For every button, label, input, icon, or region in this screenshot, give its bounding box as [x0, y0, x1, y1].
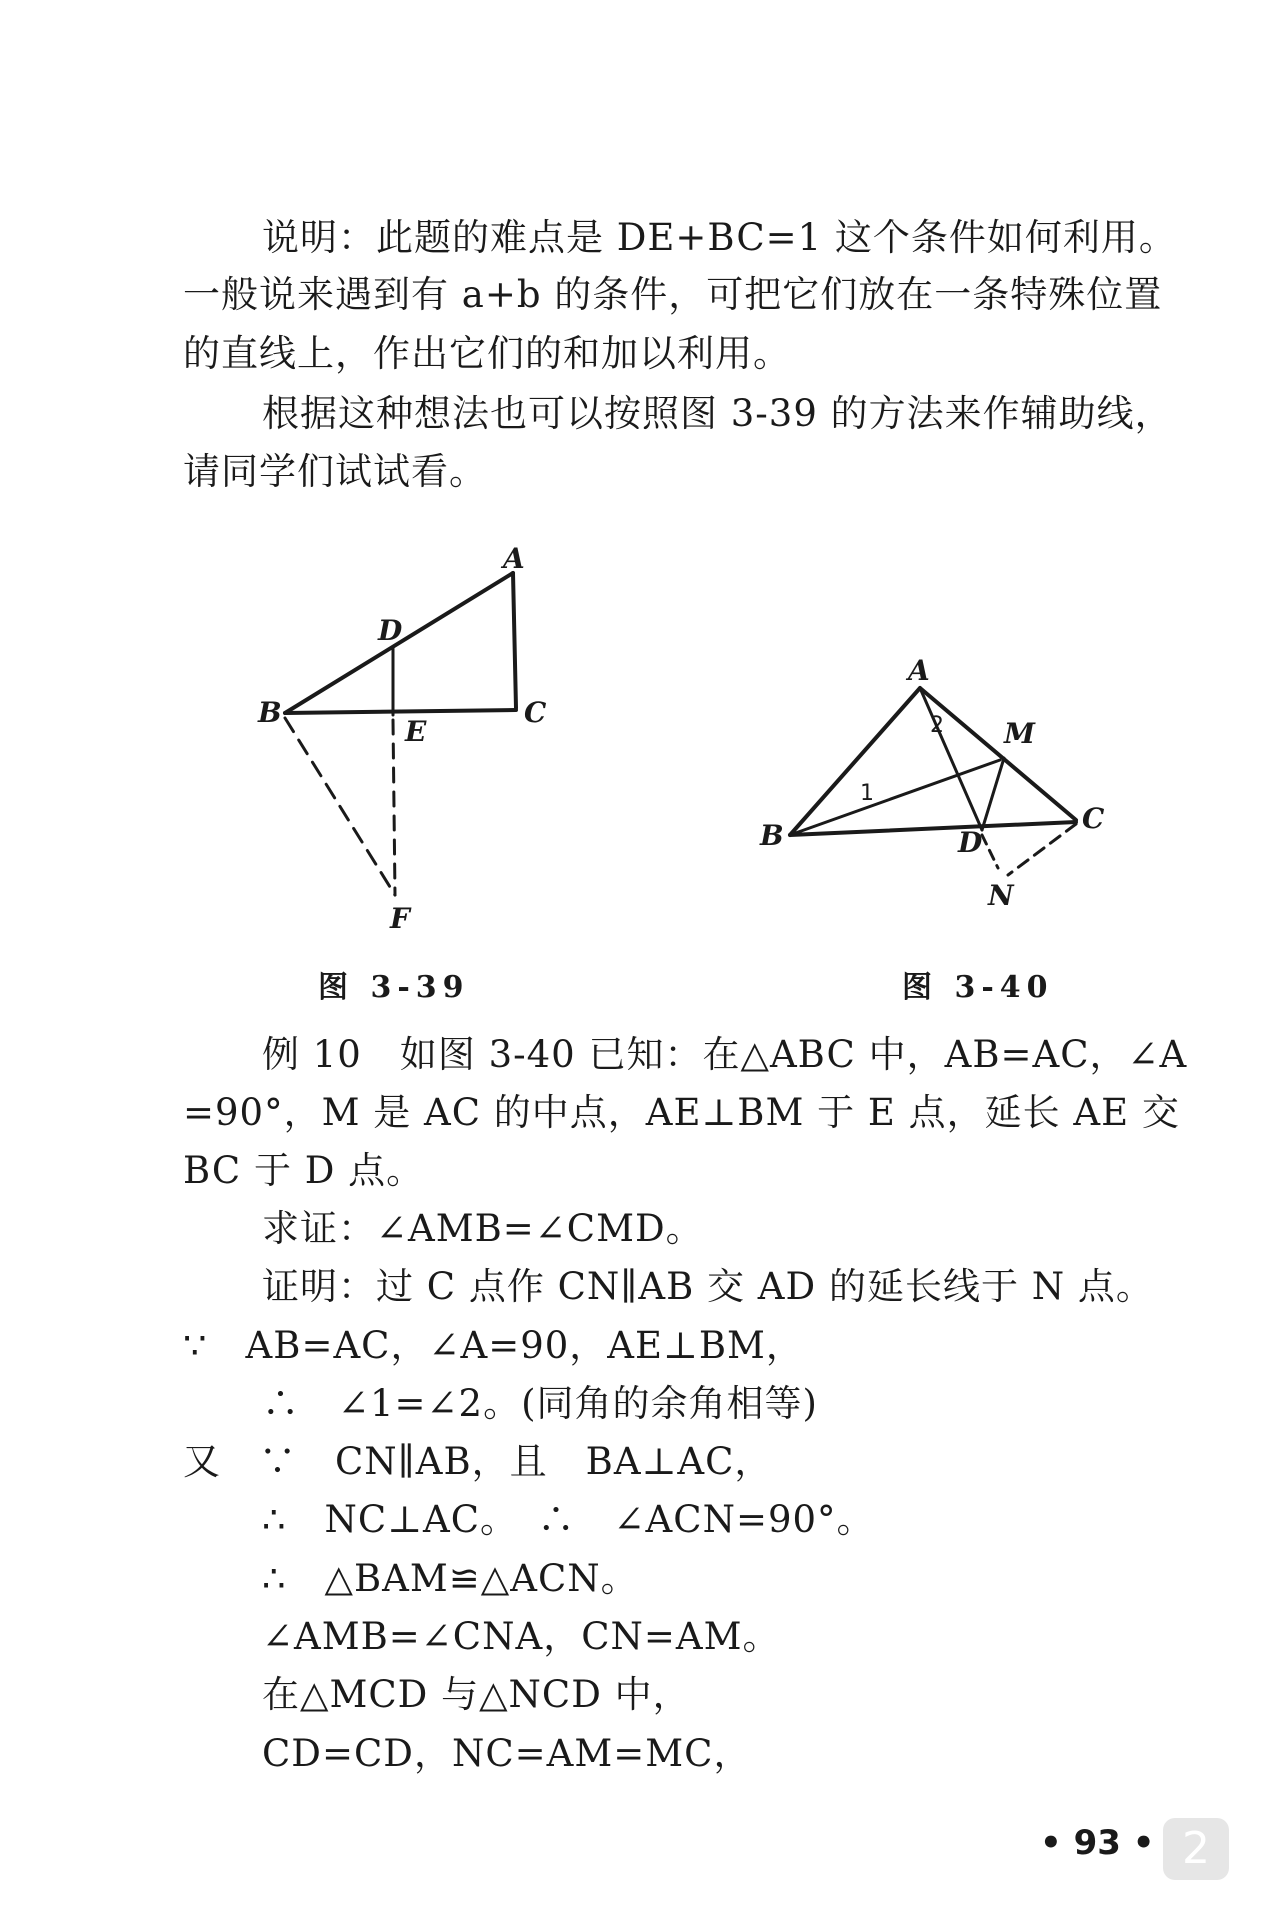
figure-3-40 [760, 640, 1105, 940]
segment-DN [982, 835, 998, 868]
example-line-3: BC 于 D 点。 [183, 1149, 425, 1192]
segment-CN [1008, 824, 1076, 875]
label-angle-1: 1 [860, 781, 874, 806]
body-line-1: 说明：此题的难点是 DE+BC=1 这个条件如何利用。 [262, 216, 1177, 259]
example-line-6: ∵ AB=AC，∠A=90，AE⊥BM， [183, 1324, 804, 1367]
segment-BF [285, 718, 395, 895]
segment-EF [393, 720, 395, 895]
example-line-2: =90°，M 是 AC 的中点，AE⊥BM 于 E 点，延长 AE 交 [183, 1091, 1180, 1134]
example-line-12: 在△MCD 与△NCD 中， [262, 1673, 691, 1716]
segment-AC [513, 573, 516, 708]
figure-3-39 [240, 540, 580, 940]
label-A: A [503, 542, 525, 575]
example-line-7: ∴ ∠1=∠2。(同角的余角相等) [262, 1382, 818, 1425]
segment-AD [920, 688, 982, 830]
segment-BC [790, 822, 1076, 835]
segment-BC [285, 710, 516, 713]
example-line-5: 证明：过 C 点作 CN∥AB 交 AD 的延长线于 N 点。 [262, 1265, 1154, 1308]
label-N: N [988, 879, 1014, 912]
example-line-13: CD=CD，NC=AM=MC， [262, 1732, 752, 1775]
caption-fig-3-39: 图 3-39 [318, 970, 470, 1005]
label-C: C [524, 696, 547, 729]
body-line-5: 请同学们试试看。 [183, 450, 487, 493]
label-D: D [378, 614, 403, 647]
label-F: F [390, 902, 410, 935]
page-number: • 93 • [1040, 1823, 1155, 1863]
label-angle-2: 2 [930, 713, 944, 738]
label-E: E [405, 715, 427, 748]
label-C: C [1082, 802, 1105, 835]
example-line-1: 例 10 如图 3-40 已知：在△ABC 中，AB=AC，∠A [262, 1033, 1188, 1076]
label-A: A [908, 654, 930, 687]
label-M: M [1004, 717, 1035, 750]
example-line-10: ∴ △BAM≌△ACN。 [262, 1557, 639, 1600]
segment-AC [920, 688, 1076, 820]
label-D: D [958, 826, 983, 859]
body-line-2: 一般说来遇到有 a+b 的条件，可把它们放在一条特殊位置 [183, 273, 1163, 316]
label-B: B [760, 819, 784, 852]
body-line-3: 的直线上，作出它们的和加以利用。 [183, 332, 791, 375]
caption-fig-3-40: 图 3-40 [902, 970, 1054, 1005]
segment-DM [982, 758, 1004, 830]
example-line-8: 又 ∵ CN∥AB，且 BA⊥AC， [183, 1440, 773, 1483]
page-badge: 2 [1163, 1818, 1229, 1880]
label-B: B [258, 696, 282, 729]
body-line-4: 根据这种想法也可以按照图 3-39 的方法来作辅助线， [262, 392, 1173, 435]
example-line-9: ∴ NC⊥AC。 ∴ ∠ACN=90°。 [262, 1498, 875, 1541]
example-line-11: ∠AMB=∠CNA，CN=AM。 [262, 1615, 781, 1658]
example-line-4: 求证：∠AMB=∠CMD。 [262, 1207, 704, 1250]
